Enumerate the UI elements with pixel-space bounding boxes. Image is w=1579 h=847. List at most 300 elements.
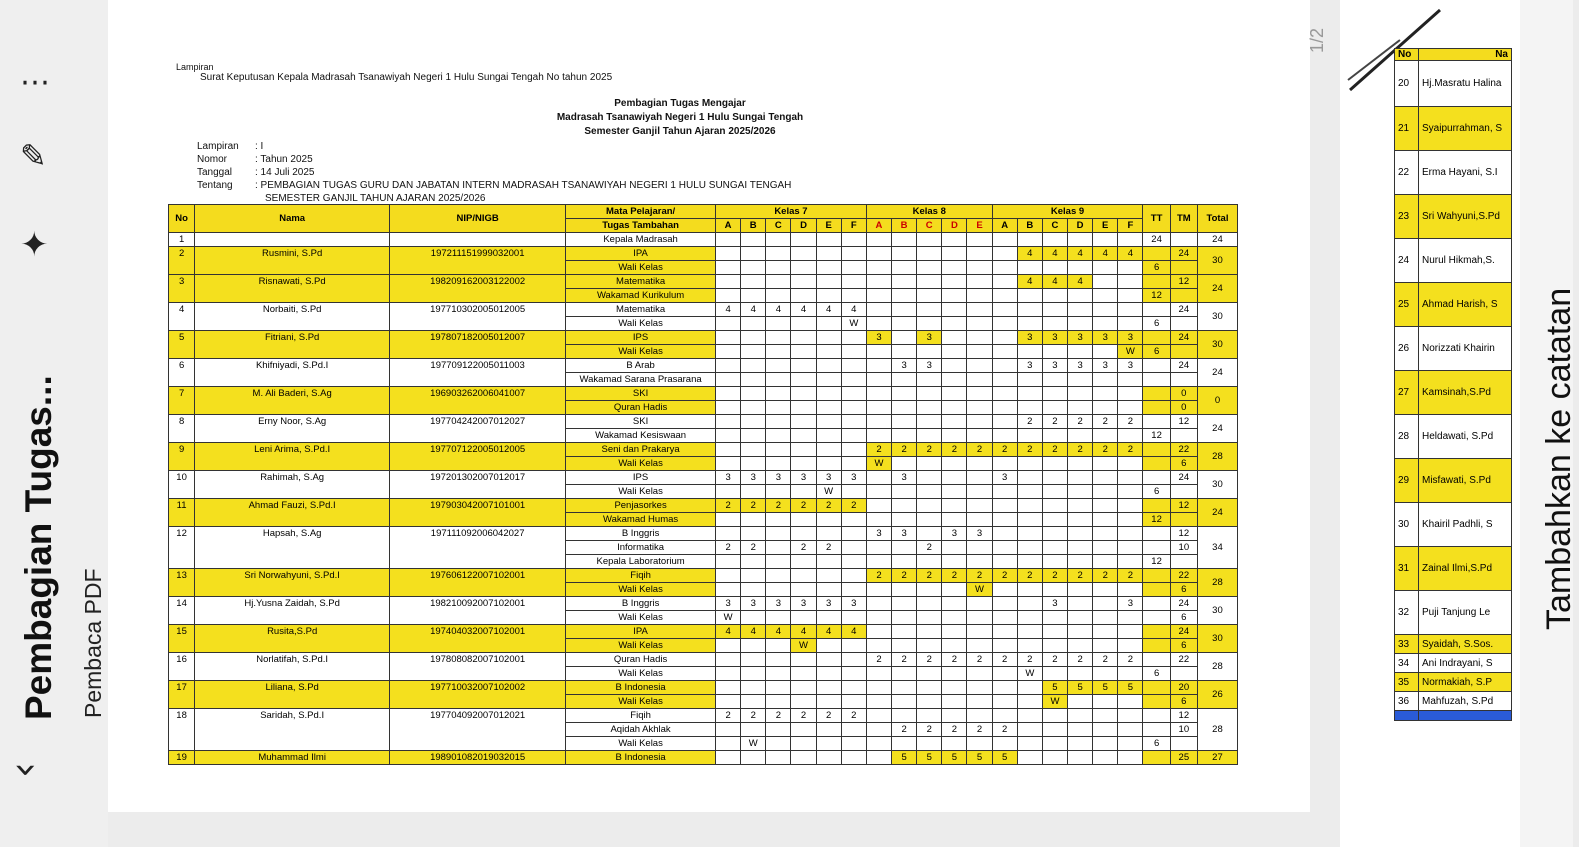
cell-total: 30 [1197, 247, 1237, 275]
cell-class [1068, 499, 1093, 513]
cell-class [1068, 429, 1093, 443]
cell-class: W [1118, 345, 1143, 359]
cell-total: 30 [1197, 625, 1237, 653]
cell-total: 30 [1197, 471, 1237, 499]
cell-class [1118, 261, 1143, 275]
cell-class [892, 373, 917, 387]
cell-class [1068, 709, 1093, 723]
cell-mapel: Wakamad Kesiswaan [566, 429, 716, 443]
cell-class: W [967, 583, 992, 597]
cell-tt [1143, 639, 1170, 653]
cell-class [741, 387, 766, 401]
cell-nip: 197404032007102001 [390, 625, 566, 653]
cell-tt: 12 [1143, 513, 1170, 527]
cell-class [892, 289, 917, 303]
cell-class: 4 [791, 625, 816, 639]
cell-mapel: B Arab [566, 359, 716, 373]
cell-class [716, 751, 741, 765]
cell-class [766, 359, 791, 373]
cell-class [1042, 583, 1067, 597]
cell-class [741, 401, 766, 415]
cell-class [841, 373, 866, 387]
cell-class [1017, 233, 1042, 247]
cell-class [766, 261, 791, 275]
cell-mapel: IPS [566, 331, 716, 345]
cell-total: 30 [1197, 331, 1237, 359]
cell-class: 2 [1017, 415, 1042, 429]
cell-class [1042, 541, 1067, 555]
doc-meta-value: : I [255, 141, 264, 152]
cell-tt [1143, 387, 1170, 401]
cell-class [992, 359, 1017, 373]
cell-nama: Hj.Yusna Zaidah, S.Pd [195, 597, 390, 625]
cell-tt: 6 [1143, 317, 1170, 331]
cell-class [841, 723, 866, 737]
cell-class [1042, 611, 1067, 625]
cell-class [892, 639, 917, 653]
edit-icon[interactable]: ✎ [20, 137, 47, 175]
cell-class [892, 709, 917, 723]
cell-class [942, 233, 967, 247]
cell-total: 28 [1197, 443, 1237, 471]
cell-class: 3 [1017, 331, 1042, 345]
cell-class [1093, 639, 1118, 653]
cell-class [992, 681, 1017, 695]
cell-class [892, 457, 917, 471]
cell-class [917, 555, 942, 569]
p2-cell-no: 36 [1395, 692, 1419, 711]
cell-tm [1170, 667, 1197, 681]
cell-tm [1170, 373, 1197, 387]
cell-class [741, 681, 766, 695]
cell-class: 2 [992, 443, 1017, 457]
cell-class: 2 [816, 499, 841, 513]
cell-class: 3 [841, 597, 866, 611]
doc-meta-key: Nomor [197, 154, 228, 165]
cell-class [1017, 611, 1042, 625]
cell-class [917, 471, 942, 485]
cell-class [942, 303, 967, 317]
cell-class [942, 247, 967, 261]
cell-class [917, 373, 942, 387]
cell-tm: 24 [1170, 331, 1197, 345]
cell-class [1093, 541, 1118, 555]
cell-class [967, 429, 992, 443]
back-chevron-icon[interactable]: ‹ [1, 762, 47, 778]
cell-class [1118, 499, 1143, 513]
cell-class [967, 541, 992, 555]
cell-class [1093, 471, 1118, 485]
cell-class [1017, 261, 1042, 275]
cell-mapel: IPA [566, 625, 716, 639]
cell-class [892, 695, 917, 709]
cell-class [791, 667, 816, 681]
cell-class [917, 737, 942, 751]
cell-tt [1143, 681, 1170, 695]
cell-class [942, 471, 967, 485]
doc-meta-value: : PEMBAGIAN TUGAS GURU DAN JABATAN INTERN MADRASAH TSANAWIYAH NEGERI 1 HULU SUNGAI TENGAH [255, 180, 792, 191]
cell-class [967, 303, 992, 317]
cell-class: 2 [892, 569, 917, 583]
cell-no: 4 [169, 303, 195, 331]
doc-meta-key: Lampiran [197, 141, 239, 152]
th-class-col: B [741, 219, 766, 233]
cell-class [1068, 611, 1093, 625]
cell-tt: 12 [1143, 429, 1170, 443]
cell-class [1017, 625, 1042, 639]
p2-cell-nama: Syaidah, S.Sos. [1419, 635, 1512, 654]
cell-class [967, 387, 992, 401]
cell-class [917, 681, 942, 695]
cell-class [816, 345, 841, 359]
cell-class [942, 261, 967, 275]
cell-class [841, 583, 866, 597]
cell-class [766, 681, 791, 695]
cell-class [1017, 541, 1042, 555]
cell-tt [1143, 359, 1170, 373]
th-class-col: E [1093, 219, 1118, 233]
cell-class: 4 [841, 303, 866, 317]
cell-class [917, 709, 942, 723]
p2-cell-no: 22 [1395, 151, 1419, 195]
table-row [169, 387, 1238, 401]
cell-class: 3 [1017, 359, 1042, 373]
cell-class [741, 583, 766, 597]
cell-class [816, 443, 841, 457]
table-row [169, 471, 1238, 485]
cell-class [841, 513, 866, 527]
cell-class [1068, 233, 1093, 247]
cell-class [992, 583, 1017, 597]
cell-class [892, 737, 917, 751]
cell-class [816, 359, 841, 373]
cell-class [841, 667, 866, 681]
cell-mapel: B Inggris [566, 597, 716, 611]
assignment-table [168, 204, 1238, 765]
cell-class [917, 695, 942, 709]
p2-row [1395, 503, 1512, 547]
cell-class [1017, 737, 1042, 751]
cell-class: 3 [1042, 359, 1067, 373]
cell-class [917, 639, 942, 653]
cell-class [917, 261, 942, 275]
cell-no: 13 [169, 569, 195, 597]
cell-class [791, 695, 816, 709]
cell-class [1042, 261, 1067, 275]
cell-class [1017, 709, 1042, 723]
cell-class: 4 [1017, 275, 1042, 289]
cell-class: 5 [917, 751, 942, 765]
cell-class: 2 [1118, 569, 1143, 583]
cell-class [1118, 751, 1143, 765]
cell-tt [1143, 415, 1170, 429]
cell-class: 3 [766, 471, 791, 485]
cell-class [1017, 387, 1042, 401]
cell-class [1068, 737, 1093, 751]
th-class-col: B [1017, 219, 1042, 233]
cell-class [967, 359, 992, 373]
table-row [169, 625, 1238, 639]
cell-class [741, 695, 766, 709]
cell-class [992, 639, 1017, 653]
cell-class [992, 597, 1017, 611]
cell-tt [1143, 275, 1170, 289]
cell-class [917, 303, 942, 317]
cell-no: 7 [169, 387, 195, 415]
cell-class [917, 583, 942, 597]
cell-class [766, 401, 791, 415]
cell-class [942, 639, 967, 653]
cell-class [866, 471, 891, 485]
cell-mapel: B Indonesia [566, 681, 716, 695]
cell-class [816, 275, 841, 289]
cell-class [992, 303, 1017, 317]
cell-class [1042, 401, 1067, 415]
cell-class [942, 387, 967, 401]
cell-class [992, 429, 1017, 443]
cell-class [866, 499, 891, 513]
cell-class [791, 247, 816, 261]
cell-class [992, 345, 1017, 359]
cell-tm [1170, 737, 1197, 751]
cell-mapel: Fiqih [566, 569, 716, 583]
th-class-col: C [917, 219, 942, 233]
cell-class [791, 681, 816, 695]
cell-class [741, 457, 766, 471]
cell-class: 4 [766, 303, 791, 317]
cell-class [1017, 485, 1042, 499]
cell-class [892, 317, 917, 331]
cell-class [1068, 401, 1093, 415]
cell-class [766, 289, 791, 303]
cell-class [716, 639, 741, 653]
add-to-notes-label[interactable]: Tambahkan ke catatan [1540, 287, 1578, 630]
cell-tt: 12 [1143, 289, 1170, 303]
cell-class: 3 [1042, 597, 1067, 611]
cell-class [791, 527, 816, 541]
cell-tm [1170, 345, 1197, 359]
cell-class [1068, 541, 1093, 555]
cell-class [917, 625, 942, 639]
cell-class [1118, 401, 1143, 415]
more-options-icon[interactable]: ⋯ [20, 65, 52, 100]
cell-class [1093, 695, 1118, 709]
cell-class [892, 681, 917, 695]
cell-class: 3 [716, 597, 741, 611]
cell-class [967, 261, 992, 275]
doc-lampiran: Lampiran [176, 62, 214, 72]
cell-class [967, 695, 992, 709]
cell-class: 3 [841, 471, 866, 485]
cell-class [816, 583, 841, 597]
cell-class [942, 373, 967, 387]
th-class-col: C [1042, 219, 1067, 233]
cell-class [766, 373, 791, 387]
cell-class: 3 [816, 471, 841, 485]
cell-class [841, 387, 866, 401]
cell-total: 30 [1197, 597, 1237, 625]
cell-class [917, 317, 942, 331]
cell-no: 5 [169, 331, 195, 359]
th-kelas9: Kelas 9 [992, 205, 1143, 219]
cell-class: 2 [992, 569, 1017, 583]
p2-cell-no: 23 [1395, 195, 1419, 239]
cell-class [716, 653, 741, 667]
cell-nip: 198209162003122002 [390, 275, 566, 303]
cell-nip: 197709122005011003 [390, 359, 566, 387]
table-row [169, 359, 1238, 373]
cell-class [816, 723, 841, 737]
cell-class [892, 597, 917, 611]
cell-tt: 12 [1143, 555, 1170, 569]
cell-class [866, 401, 891, 415]
cell-class [992, 331, 1017, 345]
cell-class [791, 737, 816, 751]
cell-class: 4 [716, 625, 741, 639]
cell-class [841, 247, 866, 261]
cell-nama: Norbaiti, S.Pd [195, 303, 390, 331]
cell-nip: 197807182005012007 [390, 331, 566, 359]
cell-class [892, 261, 917, 275]
ai-sparkle-icon[interactable]: ✦ [20, 225, 49, 265]
cell-class [1093, 289, 1118, 303]
cell-mapel: Wali Kelas [566, 667, 716, 681]
cell-class [841, 233, 866, 247]
cell-nip [390, 233, 566, 247]
p2-row [1395, 415, 1512, 459]
table-row [169, 681, 1238, 695]
cell-class [816, 387, 841, 401]
cell-no: 11 [169, 499, 195, 527]
cell-class [841, 639, 866, 653]
cell-class: 3 [1118, 331, 1143, 345]
cell-class [866, 667, 891, 681]
table-row [169, 443, 1238, 457]
cell-class [1068, 625, 1093, 639]
cell-class: 3 [1093, 359, 1118, 373]
table-row [169, 569, 1238, 583]
cell-class [1017, 695, 1042, 709]
cell-mapel: Quran Hadis [566, 653, 716, 667]
cell-class [967, 667, 992, 681]
cell-tt: 6 [1143, 485, 1170, 499]
cell-class [841, 485, 866, 499]
cell-class [892, 233, 917, 247]
cell-class: 2 [1118, 415, 1143, 429]
p2-row [1395, 591, 1512, 635]
cell-class [992, 485, 1017, 499]
cell-class [766, 485, 791, 499]
cell-class [967, 247, 992, 261]
cell-tm: 24 [1170, 471, 1197, 485]
cell-class [766, 737, 791, 751]
cell-class [1017, 583, 1042, 597]
cell-class [1017, 457, 1042, 471]
th-class-col: E [816, 219, 841, 233]
cell-class [866, 429, 891, 443]
table-row [169, 247, 1238, 261]
cell-class [741, 429, 766, 443]
cell-class [1093, 485, 1118, 499]
cell-class [992, 247, 1017, 261]
cell-class [1118, 429, 1143, 443]
cell-class [716, 457, 741, 471]
cell-class [1017, 681, 1042, 695]
cell-class [942, 541, 967, 555]
cell-class [716, 387, 741, 401]
cell-class [1118, 583, 1143, 597]
cell-mapel: Wali Kelas [566, 695, 716, 709]
cell-nama: Liliana, S.Pd [195, 681, 390, 709]
cell-class [942, 289, 967, 303]
cell-nama: Rahimah, S.Ag [195, 471, 390, 499]
table-row [169, 499, 1238, 513]
cell-class [741, 345, 766, 359]
cell-no: 1 [169, 233, 195, 247]
cell-tm: 12 [1170, 527, 1197, 541]
cell-nama: Ahmad Fauzi, S.Pd.I [195, 499, 390, 527]
cell-class [942, 625, 967, 639]
cell-class [816, 695, 841, 709]
cell-class: 3 [1118, 359, 1143, 373]
cell-total: 26 [1197, 681, 1237, 709]
doc-meta-row [197, 141, 263, 152]
cell-tt [1143, 541, 1170, 555]
cell-class [1042, 723, 1067, 737]
cell-class: 2 [917, 569, 942, 583]
cell-class [1118, 555, 1143, 569]
cell-class: 4 [1068, 247, 1093, 261]
cell-no: 17 [169, 681, 195, 709]
cell-class [816, 401, 841, 415]
cell-tt: 24 [1143, 233, 1170, 247]
cell-class [1093, 597, 1118, 611]
cell-class [1118, 275, 1143, 289]
cell-mapel: SKI [566, 415, 716, 429]
cell-class [967, 275, 992, 289]
cell-class [1042, 289, 1067, 303]
doc-title-1: Pembagian Tugas Mengajar [614, 98, 746, 109]
cell-class: 2 [1093, 653, 1118, 667]
cell-class: 3 [992, 471, 1017, 485]
cell-class [1042, 625, 1067, 639]
cell-class [1118, 639, 1143, 653]
cell-class [841, 555, 866, 569]
cell-class: 5 [1118, 681, 1143, 695]
cell-class [766, 345, 791, 359]
cell-class [716, 345, 741, 359]
cell-class: 5 [967, 751, 992, 765]
cell-class [841, 345, 866, 359]
cell-class [1068, 289, 1093, 303]
cell-class [866, 275, 891, 289]
cell-class: 4 [716, 303, 741, 317]
cell-class [942, 429, 967, 443]
cell-class [1118, 695, 1143, 709]
cell-class [866, 709, 891, 723]
cell-class [917, 667, 942, 681]
cell-mapel: Fiqih [566, 709, 716, 723]
cell-class [1118, 723, 1143, 737]
cell-class [816, 751, 841, 765]
cell-class [741, 275, 766, 289]
cell-class [1118, 513, 1143, 527]
cell-class [917, 499, 942, 513]
cell-class [791, 261, 816, 275]
cell-class [1042, 471, 1067, 485]
cell-class: 3 [791, 471, 816, 485]
cell-class [816, 429, 841, 443]
